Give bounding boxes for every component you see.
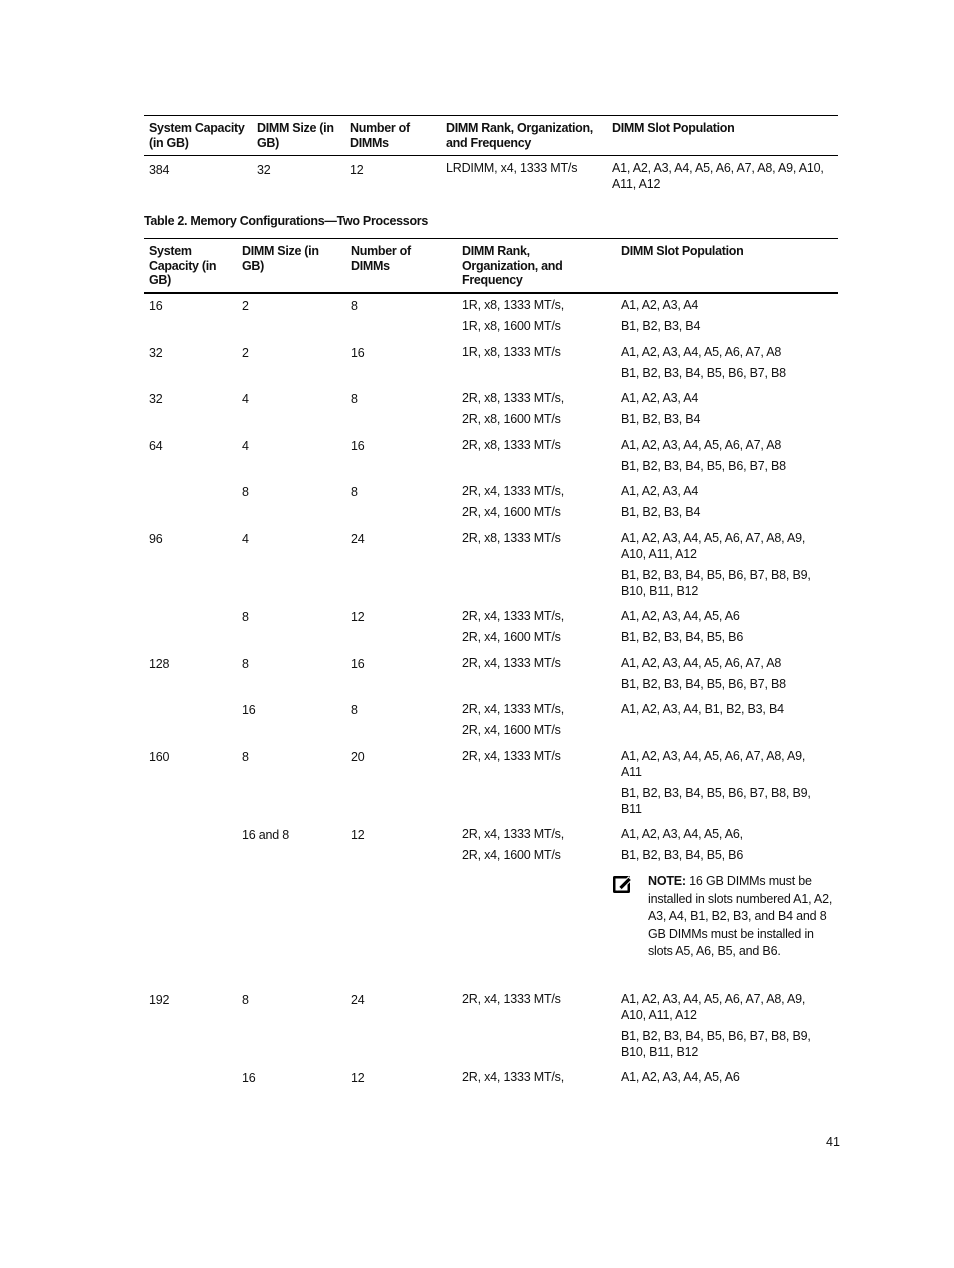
table-row-slots: A1, A2, A3, A4 xyxy=(621,391,699,405)
table-row-dimm-size: 8 xyxy=(242,485,249,499)
table1-header-num-dimms: Number of DIMMs xyxy=(350,121,410,150)
table1-header-rank: DIMM Rank, Organization, and Frequency xyxy=(446,121,593,150)
table-row-slots: A1, A2, A3, A4, A5, A6, A7, A8, A9, A11 xyxy=(621,749,806,779)
table-row-dimm-size: 8 xyxy=(242,750,249,764)
table2-header-rank: DIMM Rank, Organization, and Frequency xyxy=(462,244,563,287)
table-row-rank: 2R, x4, 1333 MT/s, xyxy=(462,484,564,498)
table1-cell-dimm-size: 32 xyxy=(257,163,271,177)
note-text xyxy=(648,873,838,961)
table-row-slots: A1, A2, A3, A4, A5, A6 xyxy=(621,1070,740,1084)
table-row-rank: 1R, x8, 1333 MT/s, xyxy=(462,298,564,312)
table-row-rank: 2R, x4, 1600 MT/s xyxy=(462,848,561,862)
table-row-rank: 1R, x8, 1333 MT/s xyxy=(462,345,561,359)
table-row-num-dimms: 8 xyxy=(351,392,358,406)
table-row-rank: 2R, x4, 1333 MT/s xyxy=(462,749,561,763)
table-row-rank: 2R, x4, 1600 MT/s xyxy=(462,630,561,644)
table-row-capacity: 64 xyxy=(149,439,163,453)
table-row-num-dimms: 24 xyxy=(351,993,365,1007)
table-row-dimm-size: 2 xyxy=(242,346,249,360)
table-row-rank: 2R, x4, 1600 MT/s xyxy=(462,723,561,737)
table-row-rank: 2R, x4, 1333 MT/s, xyxy=(462,609,564,623)
table-row-slots: A1, A2, A3, A4, A5, A6, A7, A8 xyxy=(621,656,782,670)
table1-top-rule xyxy=(144,115,838,116)
table-row-num-dimms: 12 xyxy=(351,610,365,624)
table-row-slots: B1, B2, B3, B4, B5, B6, B7, B8 xyxy=(621,366,786,380)
pencil-note-icon xyxy=(612,875,634,895)
table2-caption: Table 2. Memory Configurations—Two Processors xyxy=(144,214,429,228)
table-row-slots: A1, A2, A3, A4, A5, A6, A7, A8, A9, A10, A11, A12 xyxy=(621,992,806,1022)
table1-cell-slots: A1, A2, A3, A4, A5, A6, A7, A8, A9, A10, A11, A12 xyxy=(612,161,824,191)
table-row-num-dimms: 8 xyxy=(351,485,358,499)
table-row-dimm-size: 4 xyxy=(242,392,249,406)
table1-header-dimm-size: DIMM Size (in GB) xyxy=(257,121,334,150)
table-row-num-dimms: 12 xyxy=(351,1071,365,1085)
table1-header-rule xyxy=(144,155,838,156)
table2-header-capacity: System Capacity (in GB) xyxy=(149,244,217,287)
table-row-rank: 2R, x8, 1333 MT/s xyxy=(462,438,561,452)
table-row-capacity: 192 xyxy=(149,993,170,1007)
table2-top-rule xyxy=(144,238,838,239)
table-row-num-dimms: 12 xyxy=(351,828,365,842)
table2-header-num-dimms: Number of DIMMs xyxy=(351,244,411,273)
table-row-slots: B1, B2, B3, B4, B5, B6, B7, B8, B9, B10, B11, B12 xyxy=(621,568,811,598)
table-row-rank: 2R, x8, 1333 MT/s, xyxy=(462,391,564,405)
table-row-slots: A1, A2, A3, A4, A5, A6, A7, A8 xyxy=(621,438,782,452)
table-row-capacity: 32 xyxy=(149,392,163,406)
table-row-slots: B1, B2, B3, B4, B5, B6 xyxy=(621,848,744,862)
table-row-dimm-size: 8 xyxy=(242,610,249,624)
table-row-num-dimms: 20 xyxy=(351,750,365,764)
table-row-num-dimms: 8 xyxy=(351,703,358,717)
table-row-capacity: 160 xyxy=(149,750,170,764)
table-row-rank: 1R, x8, 1600 MT/s xyxy=(462,319,561,333)
table-row-slots: A1, A2, A3, A4 xyxy=(621,298,699,312)
table-row-rank: 2R, x4, 1333 MT/s, xyxy=(462,827,564,841)
table-row-slots: B1, B2, B3, B4, B5, B6 xyxy=(621,630,744,644)
table-row-rank: 2R, x8, 1600 MT/s xyxy=(462,412,561,426)
table-row-dimm-size: 16 xyxy=(242,1071,256,1085)
table-row-slots: B1, B2, B3, B4, B5, B6, B7, B8 xyxy=(621,677,786,691)
table-row-slots: A1, A2, A3, A4, A5, A6, A7, A8 xyxy=(621,345,782,359)
table2-header-dimm-size: DIMM Size (in GB) xyxy=(242,244,319,273)
table-row-rank: 2R, x8, 1333 MT/s xyxy=(462,531,561,545)
page-number: 41 xyxy=(826,1135,840,1149)
table-row-num-dimms: 16 xyxy=(351,346,365,360)
table1-cell-capacity: 384 xyxy=(149,163,170,177)
table1-header-capacity: System Capacity (in GB) xyxy=(149,121,245,150)
table1-cell-num-dimms: 12 xyxy=(350,163,364,177)
table-row-slots: A1, A2, A3, A4, A5, A6, xyxy=(621,827,743,841)
table-row-num-dimms: 16 xyxy=(351,657,365,671)
table-row-capacity: 128 xyxy=(149,657,170,671)
table-row-rank: 2R, x4, 1333 MT/s, xyxy=(462,702,564,716)
table-row-slots: B1, B2, B3, B4 xyxy=(621,505,701,519)
table-row-rank: 2R, x4, 1333 MT/s xyxy=(462,656,561,670)
table-row-slots: B1, B2, B3, B4 xyxy=(621,319,701,333)
table-row-num-dimms: 8 xyxy=(351,299,358,313)
table-row-dimm-size: 2 xyxy=(242,299,249,313)
table-row-slots: A1, A2, A3, A4, A5, A6 xyxy=(621,609,740,623)
table-row-slots: A1, A2, A3, A4 xyxy=(621,484,699,498)
table-row-num-dimms: 16 xyxy=(351,439,365,453)
table-row-dimm-size: 4 xyxy=(242,532,249,546)
table-row-slots: B1, B2, B3, B4, B5, B6, B7, B8, B9, B11 xyxy=(621,786,811,816)
table-row-dimm-size: 16 xyxy=(242,703,256,717)
table-row-capacity: 32 xyxy=(149,346,163,360)
table-row-dimm-size: 16 and 8 xyxy=(242,828,290,842)
table-row-slots: B1, B2, B3, B4, B5, B6, B7, B8, B9, B10, B11, B12 xyxy=(621,1029,811,1059)
table1-cell-rank: LRDIMM, x4, 1333 MT/s xyxy=(446,161,578,175)
table-row-capacity: 16 xyxy=(149,299,163,313)
table-row-slots: B1, B2, B3, B4, B5, B6, B7, B8 xyxy=(621,459,786,473)
table2-header-rule xyxy=(144,292,838,294)
table-row-slots: A1, A2, A3, A4, B1, B2, B3, B4 xyxy=(621,702,784,716)
table-row-num-dimms: 24 xyxy=(351,532,365,546)
note-body: 16 GB DIMMs must be installed in slots numbered A1, A2, A3, A4, B1, B2, B3, and B4 and 8 GB DIMMs must be installed in slots A5, A6, B5, and B6. xyxy=(648,874,833,958)
table-row-rank: 2R, x4, 1333 MT/s xyxy=(462,992,561,1006)
table-row-dimm-size: 4 xyxy=(242,439,249,453)
table-row-dimm-size: 8 xyxy=(242,657,249,671)
table-row-slots: A1, A2, A3, A4, A5, A6, A7, A8, A9, A10, A11, A12 xyxy=(621,531,806,561)
table-row-capacity: 96 xyxy=(149,532,163,546)
note-label: NOTE: xyxy=(648,874,686,888)
table-row-dimm-size: 8 xyxy=(242,993,249,1007)
table-row-slots: B1, B2, B3, B4 xyxy=(621,412,701,426)
table2-header-slots: DIMM Slot Population xyxy=(621,244,744,258)
table-row-rank: 2R, x4, 1600 MT/s xyxy=(462,505,561,519)
table1-header-slots: DIMM Slot Population xyxy=(612,121,735,135)
table-row-rank: 2R, x4, 1333 MT/s, xyxy=(462,1070,564,1084)
